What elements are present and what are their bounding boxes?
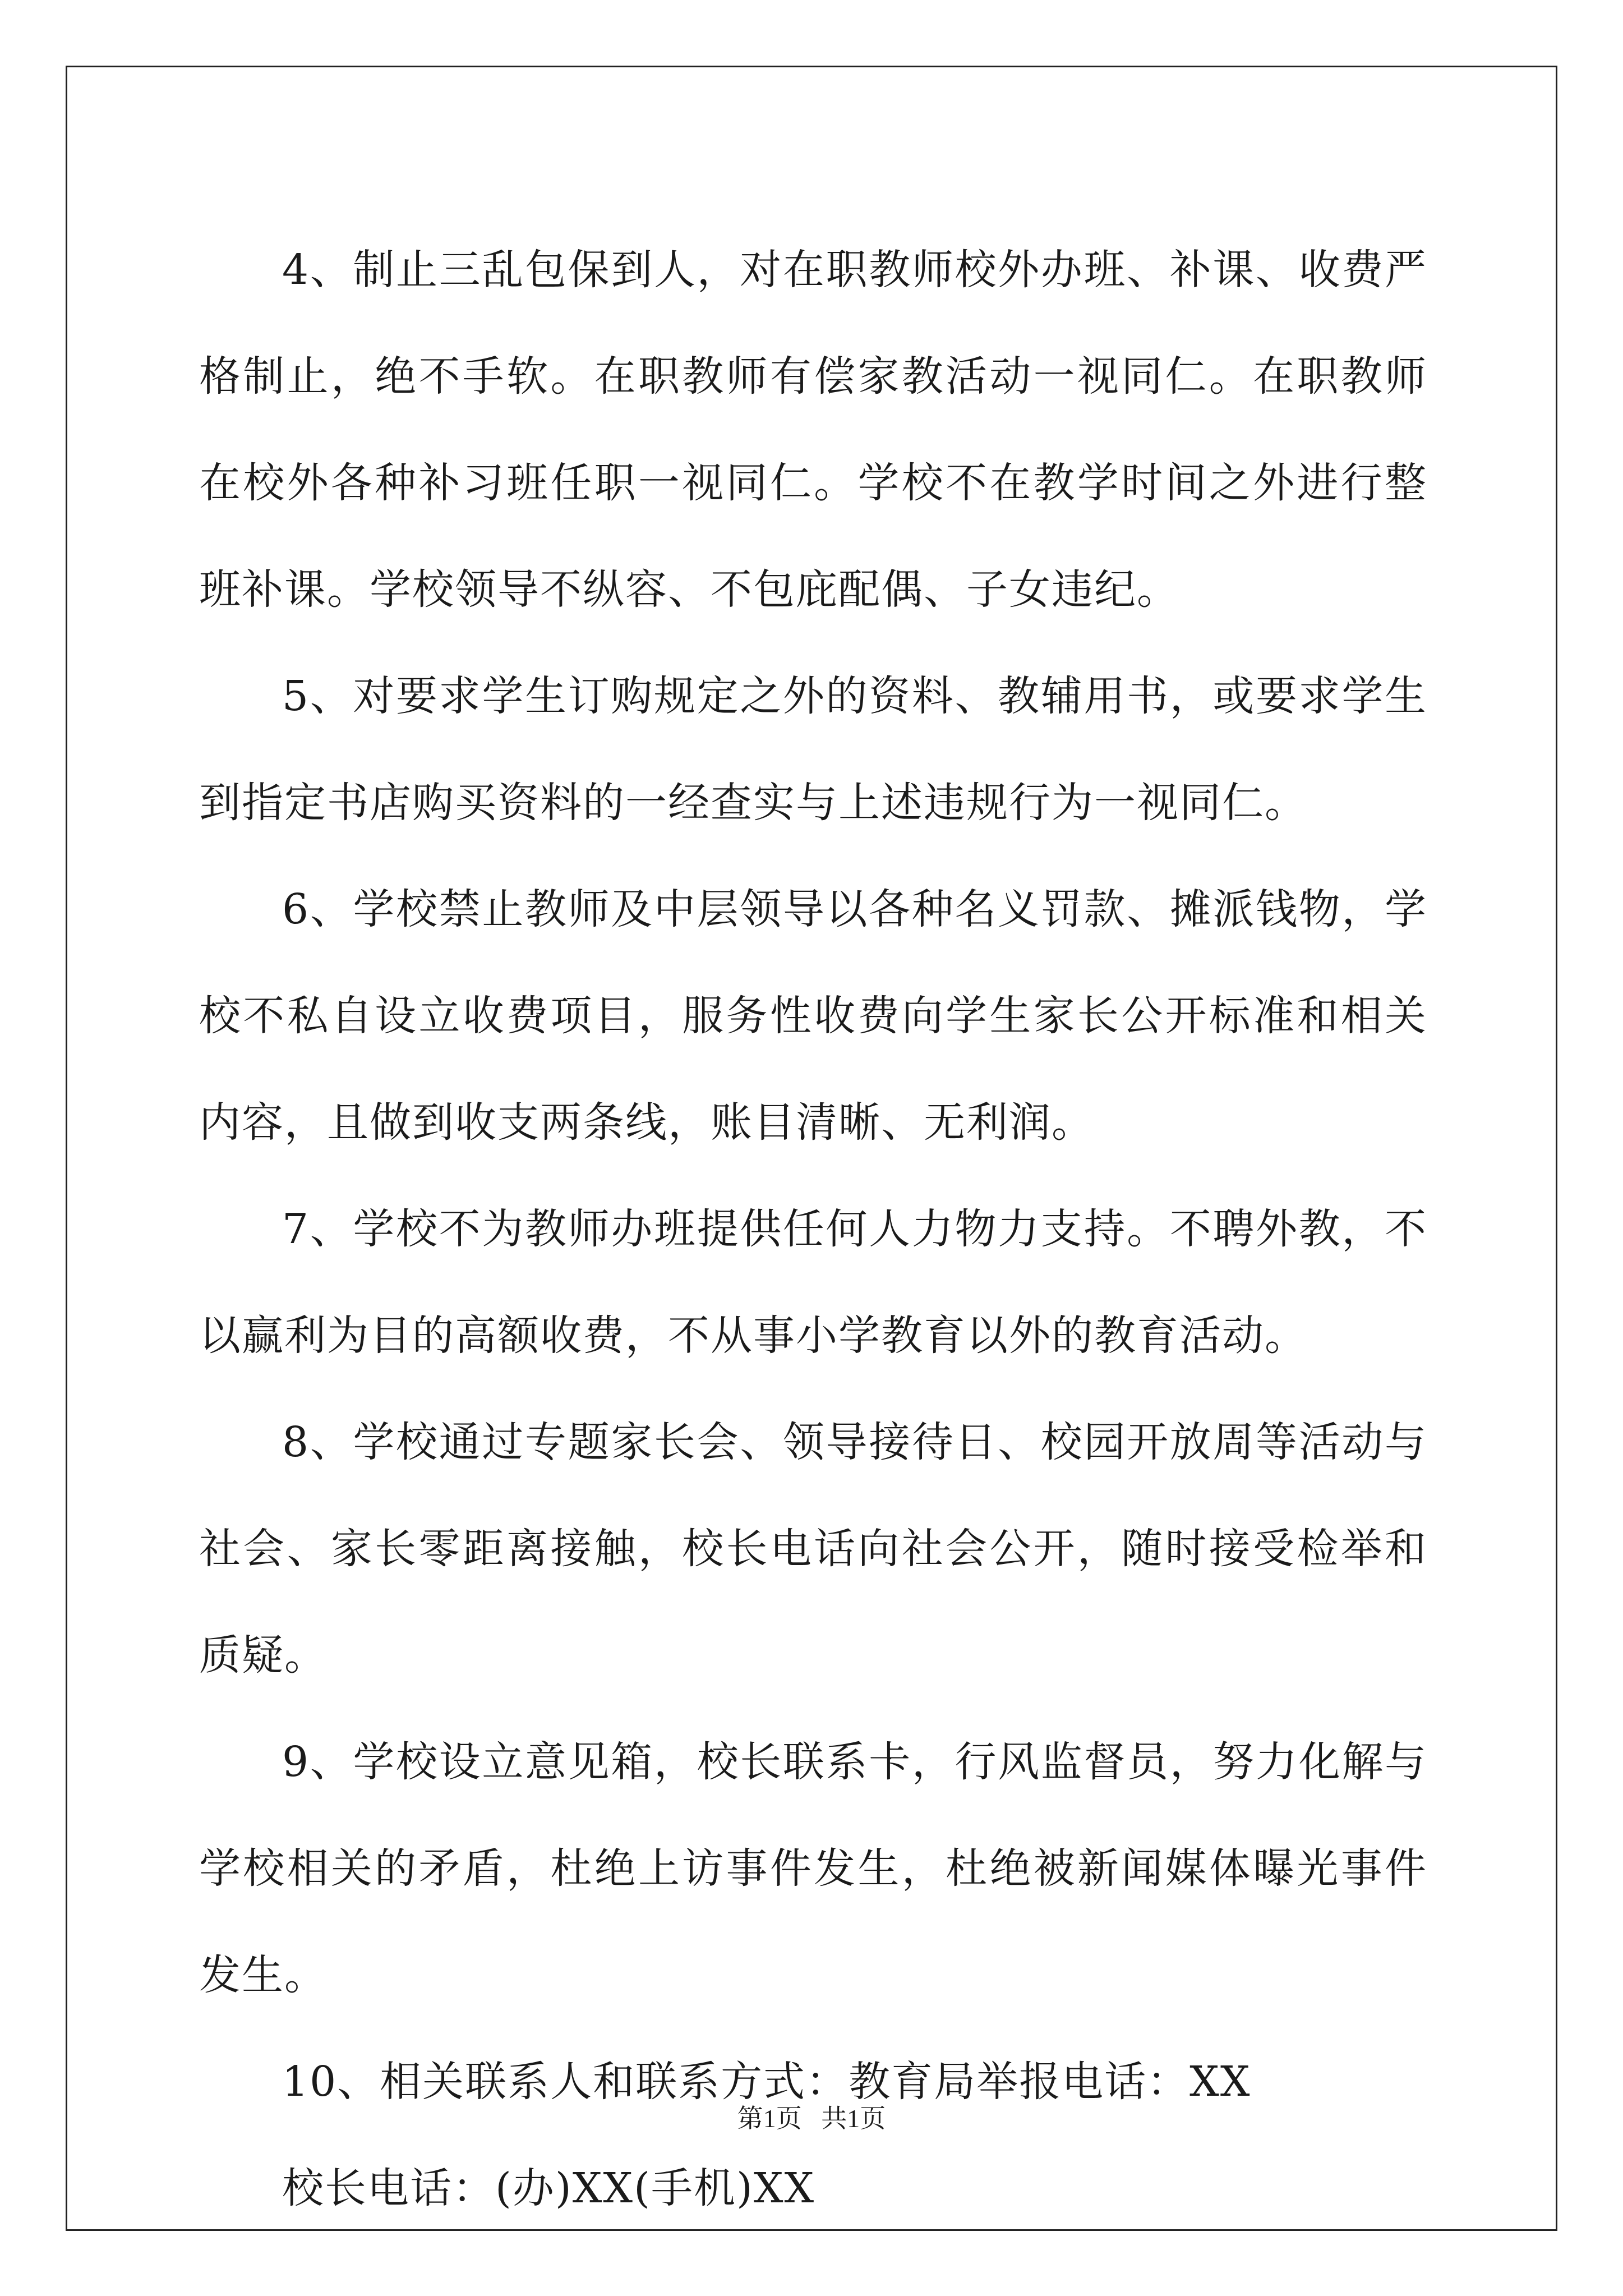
principal-phone-line: 校长电话：(办)XX(手机)XX — [282, 2164, 815, 2212]
paragraph-item-6: 6、学校禁止教师及中层领导以各种名义罚款、摊派钱物，学校不私自设立收费项目，服务性收费向学生家长公开标准和相关内容，且做到收支两条线，账目清晰、无利润。 — [199, 885, 1427, 1147]
paragraph-item-8: 8、学校通过专题家长会、领导接待日、校园开放周等活动与社会、家长零距离接触，校长电话向社会公开，随时接受检举和质疑。 — [199, 1418, 1427, 1680]
paragraph-item-9: 9、学校设立意见箱，校长联系卡，行风监督员，努力化解与学校相关的矛盾，杜绝上访事件发生，杜绝被新闻媒体曝光事件发生。 — [199, 1738, 1427, 1999]
paragraph-item-7: 7、学校不为教师办班提供任何人力物力支持。不聘外教，不以赢利为目的高额收费，不从事小学教育以外的教育活动。 — [199, 1205, 1427, 1360]
paragraph-item-10: 10、相关联系人和联系方式：教育局举报电话：XX — [282, 2058, 1251, 2106]
paragraph-item-4: 4、制止三乱包保到人，对在职教师校外办班、补课、收费严格制止，绝不手软。在职教师有偿家教活动一视同仁。在职教师在校外各种补习班任职一视同仁。学校不在教学时间之外进行整班补课。学校领导不纵容、不包庇配偶、子女违纪。 — [199, 246, 1427, 614]
page-number-footer: 第1页 共1页 — [737, 2104, 886, 2133]
document-body — [199, 217, 1427, 2242]
paragraph-item-5: 5、对要求学生订购规定之外的资料、教辅用书，或要求学生到指定书店购买资料的一经查实与上述违规行为一视同仁。 — [199, 672, 1427, 827]
